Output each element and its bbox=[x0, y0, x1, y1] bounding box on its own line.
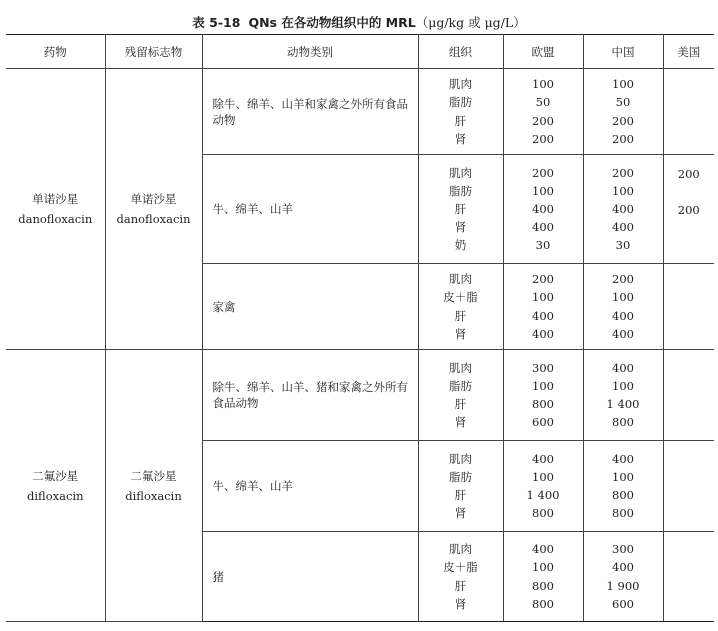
china-value-cell bbox=[583, 155, 663, 264]
usa-value-cell bbox=[663, 155, 714, 264]
drug-name-en: difloxacin bbox=[26, 488, 84, 503]
china-value: 100 bbox=[612, 469, 634, 484]
animal-category-cell bbox=[202, 350, 418, 441]
tissue: 脂肪 bbox=[449, 95, 472, 110]
china-value: 400 bbox=[612, 560, 634, 575]
eu-value: 400 bbox=[532, 201, 554, 216]
eu-value: 100 bbox=[532, 77, 554, 92]
tissue: 肾 bbox=[454, 220, 467, 235]
eu-value: 100 bbox=[532, 378, 554, 393]
usa-value: 200 bbox=[677, 167, 700, 181]
header-animal-category: 动物类别 bbox=[202, 35, 418, 69]
tissue: 肝 bbox=[454, 578, 467, 593]
tissue: 肌肉 bbox=[449, 272, 472, 287]
tissue-cell bbox=[418, 264, 503, 350]
group-row bbox=[6, 350, 714, 441]
marker-name-cn: 单诺沙星 bbox=[130, 192, 177, 206]
tissue: 肝 bbox=[454, 308, 467, 323]
marker-name-cn: 二氟沙星 bbox=[130, 468, 177, 483]
eu-value: 100 bbox=[532, 469, 554, 484]
china-value: 1 400 bbox=[606, 397, 640, 411]
china-value: 400 bbox=[612, 308, 634, 323]
tissue-cell bbox=[418, 532, 503, 622]
animal-category: 家禽 bbox=[212, 299, 236, 314]
tissue: 奶 bbox=[454, 238, 467, 253]
eu-value-cell bbox=[503, 264, 583, 350]
tissue: 肾 bbox=[454, 326, 467, 341]
table-number: 表 5-18 bbox=[192, 15, 241, 30]
china-value-cell bbox=[583, 532, 663, 622]
group-row bbox=[6, 69, 714, 155]
eu-value: 400 bbox=[532, 542, 554, 557]
china-value: 50 bbox=[615, 95, 631, 110]
tissue: 皮＋脂 bbox=[443, 290, 478, 305]
usa-value-cell bbox=[663, 264, 714, 350]
eu-value-cell bbox=[503, 441, 583, 532]
marker-name-en: danofloxacin bbox=[116, 212, 191, 226]
tissue-cell bbox=[418, 441, 503, 532]
china-value: 800 bbox=[612, 415, 634, 430]
eu-value-cell bbox=[503, 155, 583, 264]
header-usa: 美国 bbox=[663, 35, 714, 69]
header-tissue: 组织 bbox=[418, 35, 503, 69]
china-value: 400 bbox=[612, 451, 634, 466]
mrl-table bbox=[6, 34, 714, 622]
eu-value: 200 bbox=[532, 165, 554, 180]
eu-value: 200 bbox=[532, 272, 554, 287]
eu-value: 50 bbox=[535, 95, 551, 110]
eu-value: 400 bbox=[532, 451, 554, 466]
animal-category-cell bbox=[202, 264, 418, 350]
animal-category: 牛、绵羊、山羊 bbox=[212, 479, 293, 493]
eu-value: 800 bbox=[532, 506, 554, 521]
table-body bbox=[6, 69, 714, 622]
eu-value: 100 bbox=[532, 290, 554, 305]
china-value-cell bbox=[583, 69, 663, 155]
eu-value: 400 bbox=[532, 220, 554, 235]
china-value: 600 bbox=[612, 596, 634, 611]
drug-name-cell bbox=[6, 350, 105, 622]
header-drug: 药物 bbox=[6, 35, 105, 69]
header-china: 中国 bbox=[583, 35, 663, 69]
eu-value: 400 bbox=[532, 326, 554, 341]
eu-value: 100 bbox=[532, 183, 554, 198]
china-value-cell bbox=[583, 441, 663, 532]
china-value-cell bbox=[583, 264, 663, 350]
header-marker: 残留标志物 bbox=[105, 35, 202, 69]
eu-value: 100 bbox=[532, 560, 554, 575]
china-value: 400 bbox=[612, 360, 634, 375]
china-value: 100 bbox=[612, 77, 634, 92]
usa-value-cell bbox=[663, 532, 714, 622]
drug-name-cn: 单诺沙星 bbox=[32, 192, 79, 206]
tissue: 肾 bbox=[454, 596, 467, 611]
tissue: 肾 bbox=[454, 415, 467, 430]
tissue-cell bbox=[418, 69, 503, 155]
table-caption bbox=[0, 13, 718, 31]
tissue: 脂肪 bbox=[449, 183, 472, 198]
china-value: 200 bbox=[612, 113, 634, 128]
tissue: 脂肪 bbox=[449, 378, 472, 393]
animal-category-cell bbox=[202, 441, 418, 532]
tissue: 肌肉 bbox=[449, 165, 472, 180]
china-value: 800 bbox=[612, 488, 634, 502]
eu-value: 1 400 bbox=[526, 488, 560, 502]
drug-name-cell bbox=[6, 69, 105, 350]
china-value: 200 bbox=[612, 131, 634, 146]
marker-name-en: difloxacin bbox=[125, 488, 182, 503]
tissue: 皮＋脂 bbox=[443, 560, 478, 575]
china-value: 800 bbox=[612, 506, 634, 521]
usa-value-cell bbox=[663, 69, 714, 155]
drug-name-cn: 二氟沙星 bbox=[32, 468, 79, 483]
eu-value: 200 bbox=[532, 131, 554, 146]
tissue-cell bbox=[418, 155, 503, 264]
china-value: 400 bbox=[612, 220, 634, 235]
animal-category: 除牛、绵羊、山羊和家禽之外所有食品动物 bbox=[212, 96, 408, 127]
marker-cell bbox=[105, 350, 202, 622]
marker-cell bbox=[105, 69, 202, 350]
tissue: 肝 bbox=[454, 201, 467, 216]
china-value: 100 bbox=[612, 183, 634, 198]
china-value: 100 bbox=[612, 378, 634, 393]
china-value: 100 bbox=[612, 290, 634, 305]
animal-category-cell bbox=[202, 532, 418, 622]
drug-name-en: danofloxacin bbox=[18, 212, 93, 226]
eu-value: 800 bbox=[532, 596, 554, 611]
eu-value-cell bbox=[503, 532, 583, 622]
tissue: 肌肉 bbox=[449, 451, 472, 466]
usa-value: 200 bbox=[677, 203, 700, 217]
china-value-cell bbox=[583, 350, 663, 441]
eu-value: 400 bbox=[532, 308, 554, 323]
eu-value: 800 bbox=[532, 578, 554, 593]
tissue: 肾 bbox=[454, 131, 467, 146]
eu-value-cell bbox=[503, 350, 583, 441]
usa-value-cell bbox=[663, 350, 714, 441]
tissue: 肌肉 bbox=[449, 360, 472, 375]
china-value: 200 bbox=[612, 272, 634, 287]
tissue: 肾 bbox=[454, 506, 467, 521]
eu-value-cell bbox=[503, 69, 583, 155]
eu-value: 300 bbox=[532, 360, 554, 375]
animal-category: 牛、绵羊、山羊 bbox=[212, 202, 293, 216]
china-value: 400 bbox=[612, 201, 634, 216]
eu-value: 800 bbox=[532, 397, 554, 411]
tissue: 脂肪 bbox=[449, 469, 472, 484]
china-value: 300 bbox=[612, 542, 634, 557]
tissue-cell bbox=[418, 350, 503, 441]
tissue: 肝 bbox=[454, 488, 467, 502]
animal-category: 猪 bbox=[212, 569, 224, 584]
animal-category-cell bbox=[202, 155, 418, 264]
china-value: 30 bbox=[615, 238, 631, 253]
china-value: 1 900 bbox=[606, 578, 640, 593]
header-eu: 欧盟 bbox=[503, 35, 583, 69]
table-title: QNs 在各动物组织中的 MRL bbox=[248, 15, 416, 30]
eu-value: 600 bbox=[532, 415, 554, 430]
usa-value-cell bbox=[663, 441, 714, 532]
tissue: 肝 bbox=[454, 113, 467, 128]
header-row bbox=[6, 35, 714, 69]
tissue: 肌肉 bbox=[449, 542, 472, 557]
animal-category: 除牛、绵羊、山羊、猪和家禽之外所有食品动物 bbox=[212, 380, 408, 410]
tissue: 肝 bbox=[454, 397, 467, 411]
china-value: 200 bbox=[612, 165, 634, 180]
eu-value: 30 bbox=[535, 238, 551, 253]
china-value: 400 bbox=[612, 326, 634, 341]
animal-category-cell bbox=[202, 69, 418, 155]
eu-value: 200 bbox=[532, 113, 554, 128]
tissue: 肌肉 bbox=[449, 77, 472, 92]
table-unit: （μg/kg 或 μg/L） bbox=[415, 15, 526, 30]
